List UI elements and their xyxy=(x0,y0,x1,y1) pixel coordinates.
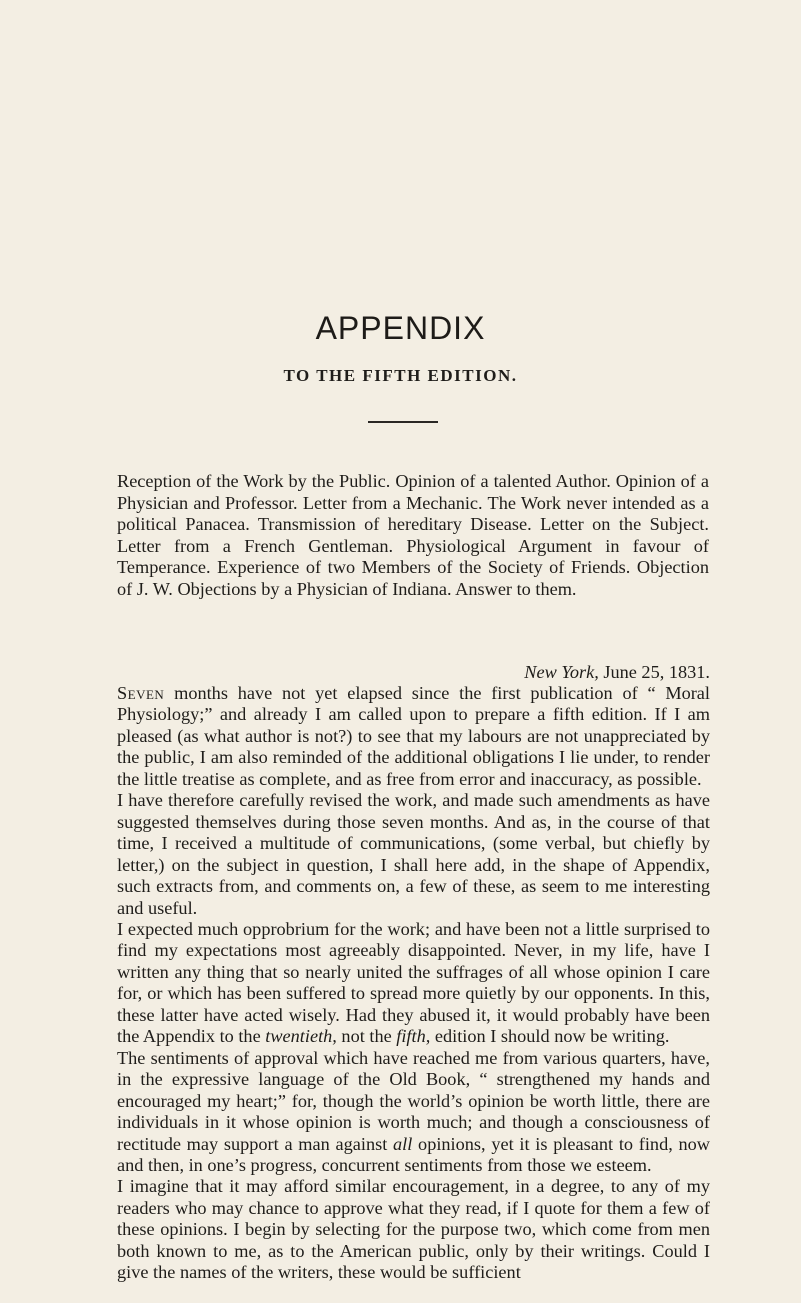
chapter-summary: Reception of the Work by the Public. Opinion of a talented Author. Opinion of a Physician and Professor. Letter from a Mechanic. The Work never intended as a political Panacea. Transmission of hereditary Disease. Letter on the Subject. Letter from a French Gentleman. Physiological Argument in favour of Temperance. Experience of two Members of the Society of Friends. Objection of J. W. Objections by a Physician of Indiana. Answer to them. xyxy=(117,471,709,599)
section-divider xyxy=(368,421,438,423)
paragraph-3-text-c: edition I should now be writing. xyxy=(430,1026,670,1047)
emphasis-fifth: fifth, xyxy=(396,1026,431,1047)
page-subtitle: TO THE FIFTH EDITION. xyxy=(283,366,518,385)
paragraph-lead-word: Seven xyxy=(117,683,165,703)
dateline-place: New York, xyxy=(524,662,599,682)
paragraph-5: I imagine that it may afford similar encouragement, in a degree, to any of my readers who may chance to approve what they read, if I quote for them a few of these opinions. I begin by selecting for the purpose two, which come from men both known to me, as to the American public, only by their writings. Could I give the names of the writers, these would be sufficient xyxy=(117,1176,710,1283)
paragraph-4-text-b: opinions, yet it is pleasant to find, now and then, in one’s progress, concurrent sentiments from those we esteem. xyxy=(117,1133,710,1175)
emphasis-all: all xyxy=(393,1133,413,1154)
paragraph-4-text-a: The sentiments of approval which have reached me from various quarters, have, in the expressive language of the Old Book, “ strengthened my hands and encouraged my heart;” for, though the world’s opinion be worth little, there are individuals in it whose opinion is worth much; and though a consciousness of rectitude may support a man against xyxy=(117,1047,710,1154)
dateline xyxy=(0,662,710,683)
page-title: APPENDIX xyxy=(315,310,486,346)
dateline-date: June 25, 1831. xyxy=(598,662,710,682)
body-text xyxy=(117,683,710,1284)
paragraph-2: I have therefore carefully revised the work, and made such amendments as have suggested themselves during those seven months. And as, in the course of that time, I received a multitude of communications, (some verbal, but chiefly by letter,) on the subject in question, I shall here add, in the shape of Appendix, such extracts from, and comments on, a few of these, as seem to me interesting and useful. xyxy=(117,790,710,918)
paragraph-3 xyxy=(117,919,710,1048)
emphasis-twentieth: twentieth, xyxy=(265,1026,337,1047)
paragraph-3-text-a: I expected much opprobrium for the work; and have been not a little surprised to find my expectations most agreeably disappointed. Never, in my life, have I written any thing that so nearly united the suffrages of all whose opinion I care for, or which has been suffered to spread more quietly by our opponents. In this, these latter have acted wisely. Had they abused it, it would probably have been the Appendix to the xyxy=(117,918,710,1047)
paragraph-4 xyxy=(117,1048,710,1177)
paragraph-3-text-b: not the xyxy=(336,1026,397,1047)
paragraph-1 xyxy=(117,683,710,790)
paragraph-1-text: months have not yet elapsed since the first publication of “ Moral Physiology;” and already I am called upon to prepare a fifth edition. If I am pleased (as what author is not?) to see that my labours are not unappreciated by the public, I am also reminded of the additional obligations I lie under, to render the little treatise as complete, and as free from error and inaccuracy, as possible. xyxy=(117,683,710,789)
